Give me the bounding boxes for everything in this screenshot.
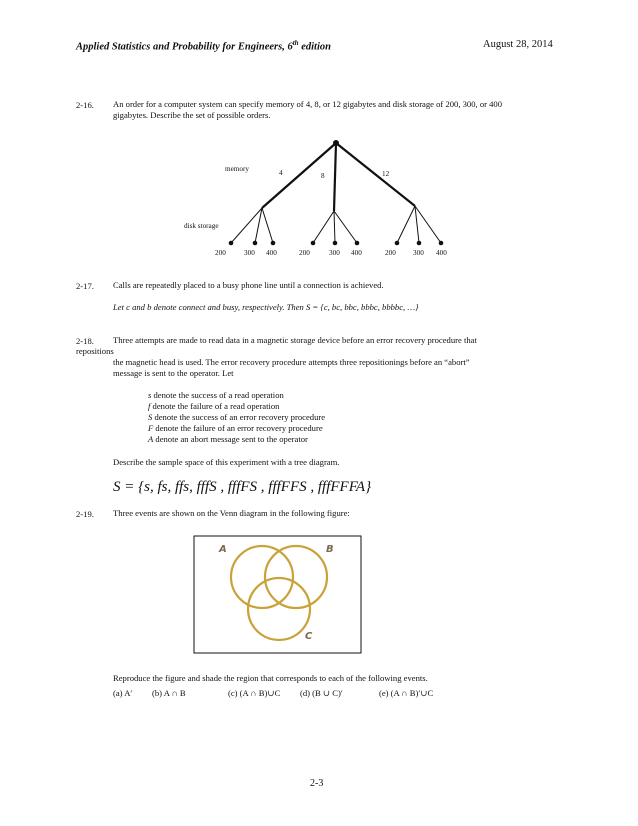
definition-line <box>148 412 325 423</box>
header-title-main: Applied Statistics and Probability for Engineers, 6 <box>76 41 293 53</box>
disk-branches <box>231 206 441 243</box>
leaf-node <box>271 241 276 246</box>
problem-2-18-line3: message is sent to the operator. Let <box>113 368 234 378</box>
definition-text: denote the success of an error recovery procedure <box>152 412 326 422</box>
leaf-node <box>417 241 422 246</box>
branch-12-200 <box>397 206 415 243</box>
branch-memory-12 <box>336 143 415 206</box>
branch-4-200 <box>231 208 262 243</box>
definition-text: denote the failure of an error recovery procedure <box>153 423 323 433</box>
definition-symbol: F <box>148 423 154 433</box>
tree-memory-option: 12 <box>382 170 390 178</box>
definition-symbol: S <box>148 412 153 422</box>
leaf-node <box>229 241 234 246</box>
problem-number-2-18: 2-18. <box>76 336 94 346</box>
problem-2-17-line1: Calls are repeatedly placed to a busy phone line until a connection is achieved. <box>113 280 384 290</box>
definition-text: denote the success of a read operation <box>151 390 284 400</box>
problem-2-17-line2: Let c and b denote connect and busy, respectively. Then S = {c, bc, bbc, bbbc, bbbbc, …} <box>113 302 419 312</box>
page-number: 2-3 <box>310 778 324 789</box>
venn-option: (d) (B ∪ C)′ <box>300 688 343 698</box>
venn-label-b: B <box>326 544 334 555</box>
sample-space-equation: S = {s, fs, ffs, fffS , fffFS , fffFFS , fffFFFA} <box>113 479 372 495</box>
tree-disk-option: 400 <box>351 249 362 257</box>
tree-disk-option: 300 <box>244 249 255 257</box>
leaf-node <box>253 241 258 246</box>
branch-memory-8 <box>334 143 336 211</box>
venn-label-a: A <box>219 544 227 555</box>
branch-4-300 <box>255 208 262 243</box>
problem-number-2-19: 2-19. <box>76 509 94 519</box>
venn-circle-c <box>248 578 313 642</box>
tree-memory-label: memory <box>225 165 249 173</box>
tree-disk-option: 200 <box>385 249 396 257</box>
tree-disk-label: disk storage <box>184 222 219 230</box>
venn-option: (b) A ∩ B <box>152 688 186 698</box>
venn-label-c: C <box>305 631 313 642</box>
tree-memory-option: 8 <box>321 172 325 180</box>
venn-option: (e) (A ∩ B)′∪C <box>379 688 434 698</box>
tree-disk-option: 300 <box>329 249 340 257</box>
problem-2-18-line2: the magnetic head is used. The error recovery procedure attempts three repositionings before an “abort” <box>113 357 470 367</box>
definition-symbol: A <box>148 434 154 444</box>
leaf-node <box>439 241 444 246</box>
problem-2-19-line1: Three events are shown on the Venn diagram in the following figure: <box>113 508 350 518</box>
leaf-node <box>333 241 338 246</box>
venn-circle-b <box>265 546 327 608</box>
definition-symbol: f <box>148 401 151 411</box>
definition-line <box>148 401 279 412</box>
definition-symbol: s <box>148 390 152 400</box>
tree-disk-option: 400 <box>266 249 277 257</box>
header-title-sup: th <box>292 39 299 47</box>
branch-4-400 <box>262 208 273 243</box>
problem-2-16-line1: An order for a computer system can specify memory of 4, 8, or 12 gigabytes and disk storage of 200, 300, or 400 <box>113 99 503 109</box>
problem-2-16-line2: gigabytes. Describe the set of possible orders. <box>113 110 271 120</box>
problem-2-18-describe: Describe the sample space of this experiment with a tree diagram. <box>113 457 340 467</box>
memory-branches <box>262 143 415 211</box>
definition-text: denote an abort message sent to the operator <box>153 434 308 444</box>
definition-line <box>148 434 308 445</box>
tree-disk-option: 400 <box>436 249 447 257</box>
venn-circle-a <box>231 546 293 608</box>
definition-line <box>148 423 323 434</box>
problem-2-19-instruction: Reproduce the figure and shade the region that corresponds to each of the following events. <box>113 673 428 683</box>
venn-option: (c) (A ∩ B)∪C <box>228 688 281 698</box>
problem-2-18-line1b: repositions <box>76 346 114 356</box>
leaf-node <box>355 241 360 246</box>
header-date: August 28, 2014 <box>483 39 553 50</box>
tree-disk-option: 300 <box>413 249 424 257</box>
leaf-node <box>395 241 400 246</box>
tree-memory-option: 4 <box>279 169 283 177</box>
branch-8-300 <box>334 211 335 243</box>
tree-root-node <box>333 140 339 146</box>
venn-circles <box>231 546 327 640</box>
branch-8-400 <box>334 211 357 243</box>
tree-disk-option: 200 <box>215 249 226 257</box>
problem-number-2-16: 2-16. <box>76 100 94 110</box>
leaf-node <box>311 241 316 246</box>
problem-number-2-17: 2-17. <box>76 281 94 291</box>
branch-8-200 <box>313 211 334 243</box>
header-title-end: edition <box>298 41 331 53</box>
tree-disk-option: 200 <box>299 249 310 257</box>
venn-option: (a) A′ <box>113 688 133 698</box>
problem-2-18-line1: Three attempts are made to read data in a magnetic storage device before an error recovery procedure that <box>113 335 477 345</box>
definition-line <box>148 390 284 401</box>
definition-text: denote the failure of a read operation <box>150 401 280 411</box>
